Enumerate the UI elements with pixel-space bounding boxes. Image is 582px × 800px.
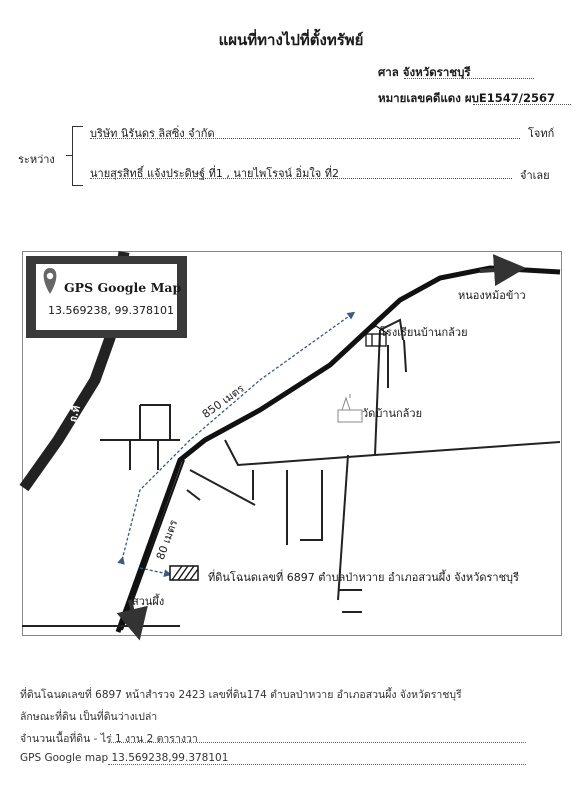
label-distance-80: 80 เมตร: [153, 517, 181, 562]
court-label: ศาล จังหวัดราชบุรี: [378, 65, 471, 79]
label-temple: วัดบ้านกล้วย: [362, 407, 423, 420]
label-left-road: ถ.ที่: [67, 404, 83, 424]
label-distance-850: 850 เมตร: [199, 381, 247, 421]
label-suan-phueng: สวนผึ้ง: [132, 595, 165, 608]
defendant-role: จำเลย: [520, 169, 550, 182]
case-number-label: หมายเลขคดีแดง ผบE1547/2567: [378, 91, 555, 105]
info-area-underline: [108, 742, 526, 743]
temple-icon: [338, 394, 362, 422]
label-school: โรงเรียนบ้านกล้วย: [380, 326, 468, 339]
gps-badge-title: GPS Google Map: [64, 280, 182, 295]
info-gps: GPS Google map 13.569238,99.378101: [20, 752, 229, 764]
plaintiff-name: บริษัท นิรันดร ลิสซิ่ง จำกัด: [90, 127, 215, 140]
info-land-type: ลักษณะที่ดิน เป็นที่ดินว่างเปล่า: [20, 711, 158, 723]
defendant-name: นายสุรสิทธิ์ แจ้งประดิษฐ์ ที่1 , นายไพโรจน์ อิ่มใจ ที่2: [90, 167, 339, 180]
label-nong-mo-khao: หนองหม้อข้าว: [458, 289, 526, 302]
arrow-nong-mo-khao: [480, 269, 510, 271]
info-area: จำนวนเนื้อที่ดิน - ไร่ 1 งาน 2 ตารางวา: [20, 733, 198, 745]
label-plot: ที่ดินโฉนดเลขที่ 6897 ตำบลป่าหวาย อำเภอสวนผึ้ง จังหวัดราชบุรี: [208, 571, 519, 584]
gps-badge-coords: 13.569238, 99.378101: [48, 304, 174, 317]
plaintiff-role: โจทก์: [528, 127, 555, 140]
info-gps-underline: [108, 764, 526, 765]
page-title: แผนที่ทางไปที่ตั้งทรัพย์: [218, 31, 364, 49]
between-label: ระหว่าง: [18, 153, 55, 166]
map-pin-icon: [40, 266, 60, 298]
info-deed: ที่ดินโฉนดเลขที่ 6897 หน้าสำรวจ 2423 เลขที่ดิน174 ตำบลป่าหวาย อำเภอสวนผึ้ง จังหวัดราชบุรี: [20, 689, 462, 701]
